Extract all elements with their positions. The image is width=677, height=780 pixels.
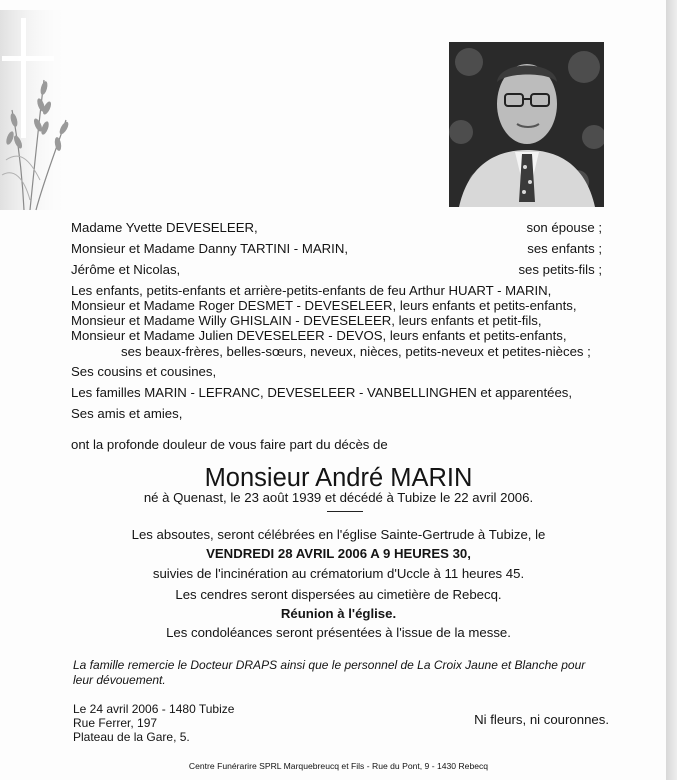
deceased-name: Monsieur André MARIN [204,464,473,492]
address-line: Rue Ferrer, 197 [73,716,158,730]
birth-death-dates: né à Quenast, le 23 août 1939 et décédé à Tubize le 22 avril 2006. [143,490,534,505]
cross-wheat-icon [0,10,90,215]
family-line: Monsieur et Madame Willy GHISLAIN - DEVESELEER, leurs enfants et petit-fils, [71,313,542,328]
families-line: Les familles MARIN - LEFRANC, DEVESELEER - VANBELLINGHEN et apparentées, [71,385,573,400]
paper-edge-shadow [666,0,677,780]
cousins-line: Ses cousins et cousines, [71,364,217,379]
address-line: Le 24 avril 2006 - 1480 Tubize [73,702,235,716]
grandchildren-name: Jérôme et Nicolas, [71,262,181,277]
family-line: Les enfants, petits-enfants et arrière-petits-enfants de feu Arthur HUART - MARIN, [71,283,552,298]
children-relation: ses enfants ; [527,241,602,256]
no-flowers-note: Ni fleurs, ni couronnes. [474,712,609,727]
children-name: Monsieur et Madame Danny TARTINI - MARIN, [71,241,349,256]
thanks-line: La famille remercie le Docteur DRAPS ainsi que le personnel de La Croix Jaune et Blanche pour [73,658,586,672]
family-line: Monsieur et Madame Roger DESMET - DEVESELEER, leurs enfants et petits-enfants, [71,298,577,313]
condolences-line: Les condoléances seront présentées à l'issue de la messe. [166,625,511,640]
family-line: ses beaux-frères, belles-sœurs, neveux, nièces, petits-neveux et petites-nièces ; [121,344,591,359]
separator-line [327,511,363,512]
reunion-line: Réunion à l'église. [280,606,397,621]
funeral-home-footer: Centre Funérarire SPRL Marquebreucq et Fils - Rue du Pont, 9 - 1430 Rebecq [188,761,489,771]
grandchildren-relation: ses petits-fils ; [518,262,602,277]
address-line: Plateau de la Gare, 5. [73,730,190,744]
friends-line: Ses amis et amies, [71,406,183,421]
portrait-photo [449,42,604,207]
spouse-relation: son épouse ; [526,220,602,235]
family-line: Monsieur et Madame Julien DEVESELEER - DEVOS, leurs enfants et petits-enfants, [71,328,567,343]
announcement-text: ont la profonde douleur de vous faire part du décès de [71,437,388,452]
ceremony-line: Les absoutes, seront célébrées en l'église Sainte-Gertrude à Tubize, le [131,527,546,542]
ceremony-date: VENDREDI 28 AVRIL 2006 A 9 HEURES 30, [206,546,471,561]
ceremony-line: Les cendres seront dispersées au cimetière de Rebecq. [175,587,502,602]
thanks-line: leur dévouement. [73,673,166,687]
ceremony-line: suivies de l'incinération au crématorium d'Uccle à 11 heures 45. [152,566,525,581]
spouse-name: Madame Yvette DEVESELEER, [71,220,258,235]
